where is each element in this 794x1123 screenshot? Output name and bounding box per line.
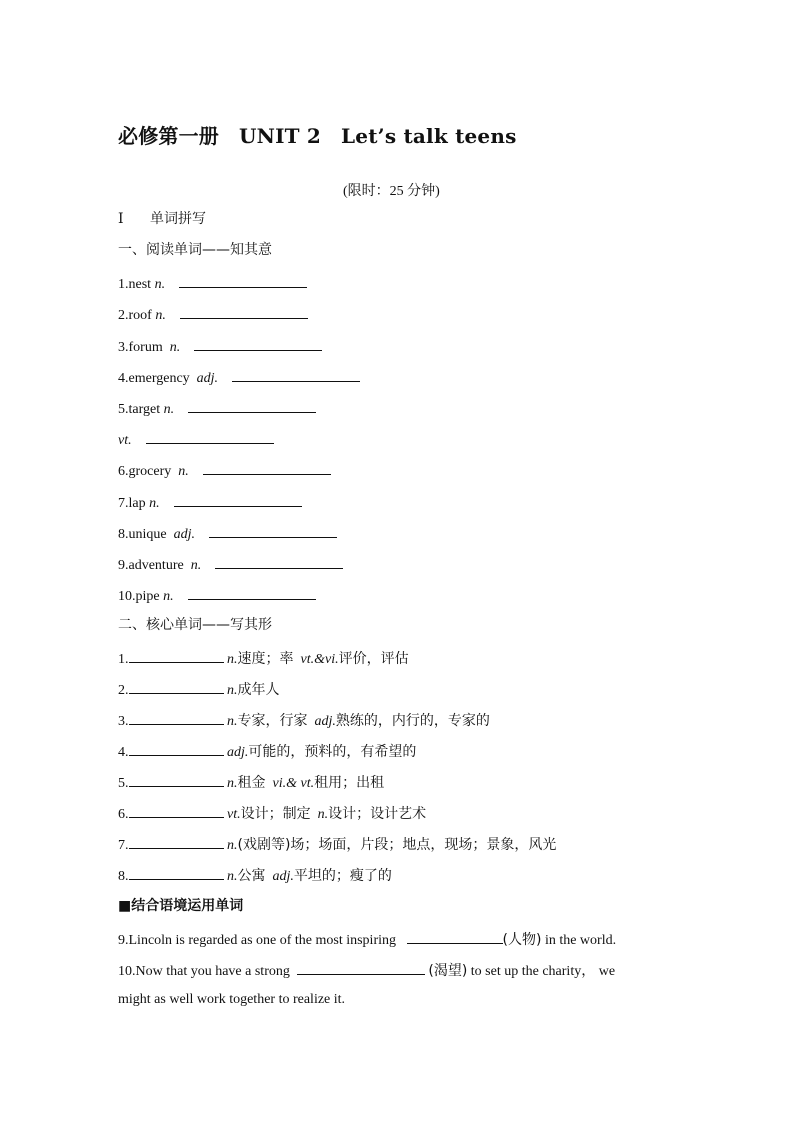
answer-blank[interactable] [129,647,224,663]
definition: 成年人 [237,682,280,698]
context-question-9 [118,928,616,951]
part-of-speech: n. [317,807,329,822]
answer-blank[interactable] [129,678,224,694]
part-of-speech: n. [163,402,175,417]
question-text: 9.Lincoln is regarded as one of the most inspiring [118,933,396,948]
vocab-item [118,428,274,451]
vocab-item [118,397,316,420]
answer-blank[interactable] [129,709,224,725]
part-of-speech: n. [155,308,166,323]
item-number: 6. [118,807,129,822]
vocab-word: 4.emergency [118,371,190,386]
vocab-word: 2.roof [118,308,152,323]
vocab-word: 9.adventure [118,558,184,573]
context-question-10 [118,959,615,982]
definition: 设计；制定 [240,806,311,822]
vocab-word: 5.target [118,402,161,417]
answer-blank[interactable] [188,397,316,413]
core-word-item [118,802,426,825]
core-word-item [118,864,392,887]
definition: 公寓 [237,868,266,884]
answer-blank[interactable] [129,771,224,787]
definition: (戏剧等)场；场面，片段；地点，现场；景象，风光 [237,837,557,853]
part-of-speech: n. [227,714,238,729]
question-text: in the world. [544,933,617,948]
part-of-speech: vt. [227,807,241,822]
definition: 熟练的，内行的，专家的 [335,713,490,729]
definition: 可能的，预料的，有希望的 [248,744,417,760]
answer-blank[interactable] [188,584,316,600]
answer-blank[interactable] [209,522,337,538]
vocab-word: 8.unique [118,527,167,542]
part-one-heading: 一、阅读单词——知其意 [118,242,272,258]
part-of-speech: vt. [118,433,132,448]
part-of-speech: n. [227,776,238,791]
definition: 速度；率 [237,651,294,667]
answer-blank[interactable] [129,740,224,756]
answer-blank[interactable] [129,802,224,818]
part-of-speech: vi.& vt. [272,776,315,791]
answer-blank[interactable] [180,303,308,319]
title-book: 必修第一册 [118,124,219,148]
title-unit: UNIT 2 [239,124,322,148]
vocab-word: 3.forum [118,340,163,355]
definition: 平坦的；瘦了的 [293,868,392,884]
core-word-item [118,678,280,701]
part-of-speech: n. [149,496,160,511]
item-number: 8. [118,869,129,884]
answer-blank[interactable] [194,335,322,351]
page-title [118,120,517,149]
item-number: 7. [118,838,129,853]
part-of-speech: adj. [227,745,249,760]
part-three-heading: ■结合语境运用单词 [118,898,244,914]
vocab-word: 1.nest [118,277,152,292]
answer-blank[interactable] [129,833,224,849]
part-of-speech: n. [227,652,238,667]
part-of-speech: adj. [272,869,294,884]
vocab-item [118,272,307,295]
part-of-speech: n. [163,589,174,604]
part-of-speech: adj. [196,371,219,386]
part-of-speech: n. [154,277,166,292]
part-of-speech: vt.&vi. [300,652,339,667]
part-of-speech: n. [169,340,181,355]
hint-text: (渴望) [428,963,468,979]
answer-blank[interactable] [215,553,343,569]
vocab-item [118,522,337,545]
part-of-speech: adj. [173,527,195,542]
vocab-item [118,366,360,389]
question-text: to set up the charity， we [470,964,616,979]
part-of-speech: n. [227,683,238,698]
part-two-heading: 二、核心单词——写其形 [118,617,272,633]
part-of-speech: n. [190,558,202,573]
question-text: 10.Now that you have a strong [118,964,290,979]
answer-blank[interactable] [407,928,503,944]
part-of-speech: adj. [314,714,336,729]
item-number: 5. [118,776,129,791]
part-of-speech: n. [227,869,238,884]
section-heading [118,209,206,230]
vocab-item [118,335,322,358]
title-topic: Let’s talk teens [341,124,517,148]
context-question-10-cont: might as well work together to realize it. [118,992,346,1007]
vocab-item [118,459,331,482]
item-number: 3. [118,714,129,729]
part-of-speech: n. [227,838,238,853]
core-word-item [118,833,556,856]
vocab-word: 7.lap [118,496,146,511]
definition: 租用；出租 [314,775,385,791]
vocab-item [118,303,308,326]
vocab-word: 10.pipe [118,589,160,604]
item-number: 1. [118,652,129,667]
answer-blank[interactable] [297,959,425,975]
answer-blank[interactable] [146,428,274,444]
item-number: 2. [118,683,129,698]
answer-blank[interactable] [129,864,224,880]
core-word-item [118,740,416,763]
time-limit: (限时：25 分钟) [343,184,440,199]
definition: 设计；设计艺术 [328,806,427,822]
answer-blank[interactable] [179,272,307,288]
vocab-word: 6.grocery [118,464,172,479]
section-label: 单词拼写 [150,211,206,227]
definition: 评价，评估 [338,651,409,667]
core-word-item [118,647,409,670]
core-word-item [118,709,490,732]
answer-blank[interactable] [203,459,331,475]
vocab-item [118,491,302,514]
definition: 专家，行家 [237,713,308,729]
hint-text: (人物) [502,932,542,948]
vocab-item [118,553,343,576]
part-of-speech: n. [178,464,189,479]
answer-blank[interactable] [232,366,360,382]
definition: 租金 [237,775,266,791]
vocab-item [118,584,316,607]
section-numeral: Ⅰ [118,212,124,227]
answer-blank[interactable] [174,491,302,507]
core-word-item [118,771,384,794]
item-number: 4. [118,745,129,760]
